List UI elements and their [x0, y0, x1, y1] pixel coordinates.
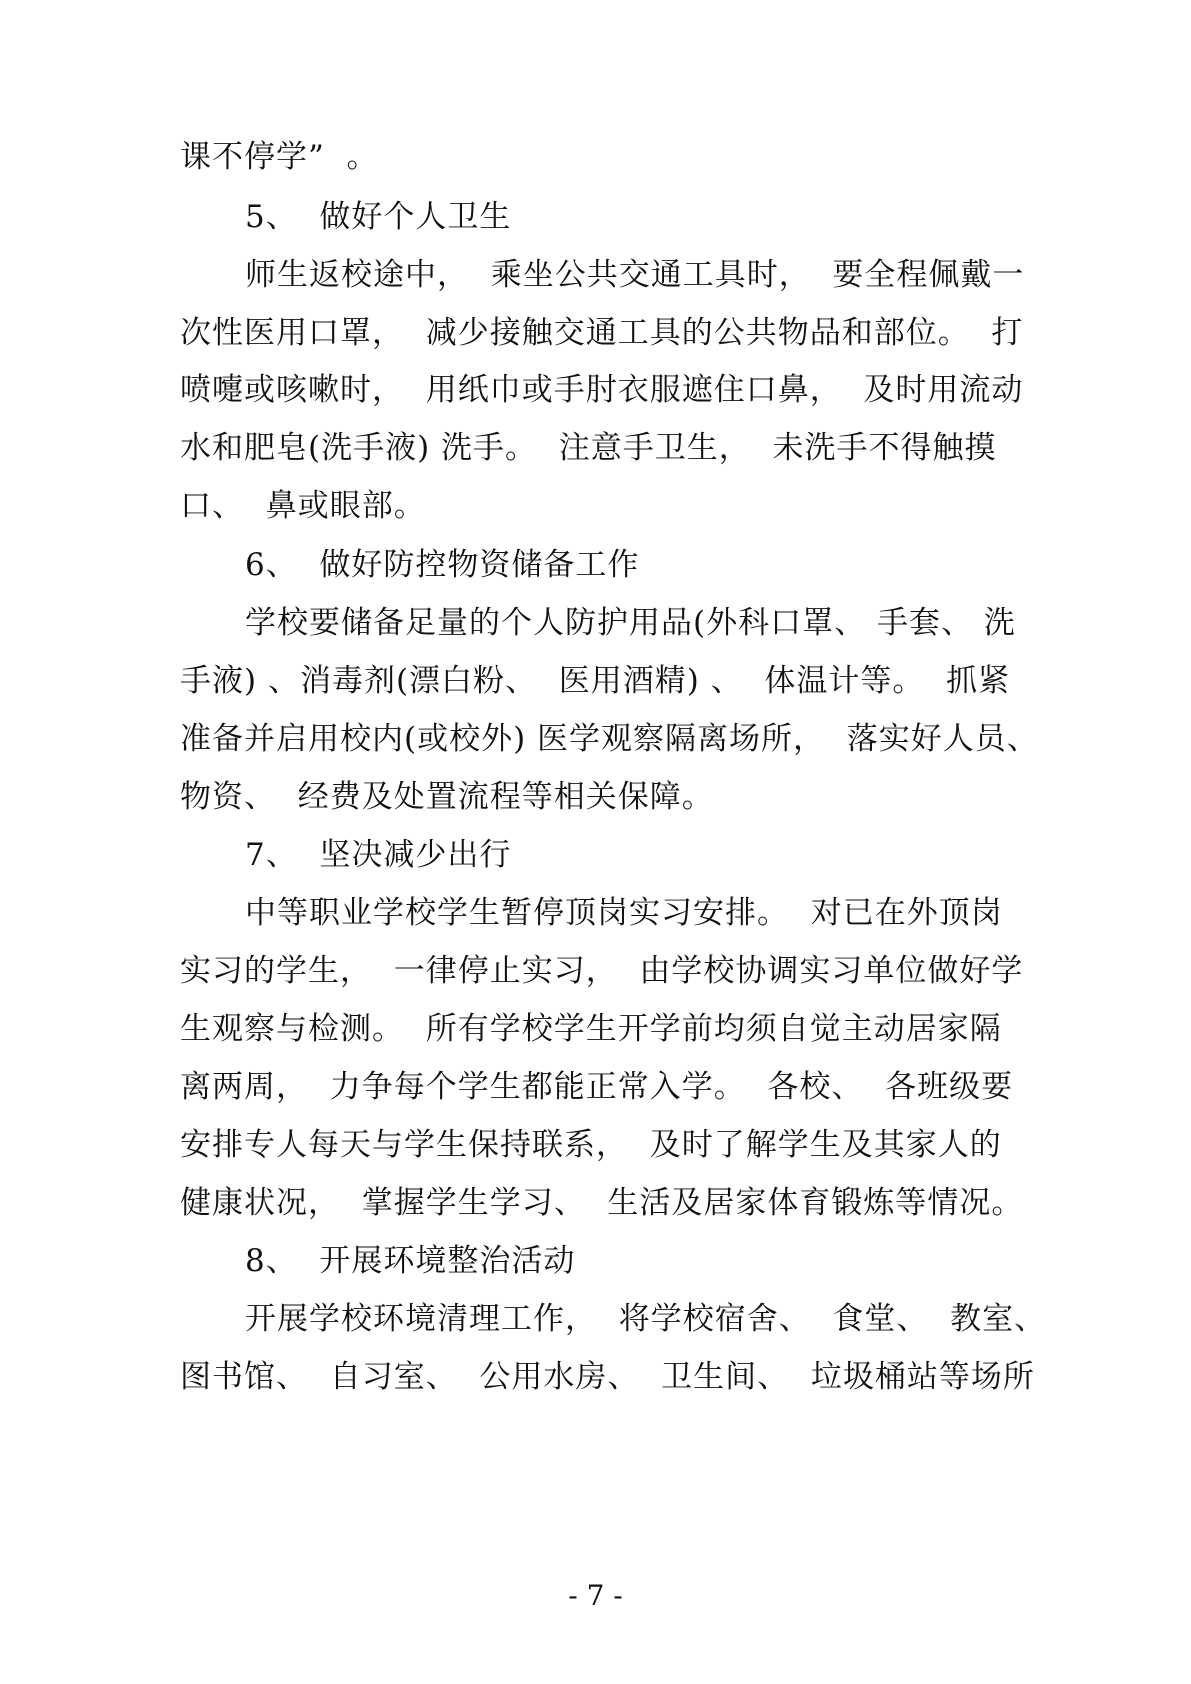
page-number: - 7 - — [568, 1579, 623, 1612]
body-line: 准备并启用校内(或校外) 医学观察隔离场所， 落实好人员、 — [180, 721, 1039, 757]
paragraph-first-line: 开展学校环境清理工作， 将学校宿舍、 食堂、 教室、 — [245, 1301, 1047, 1337]
body-line: 实习的学生， 一律停止实习， 由学校协调实习单位做好学 — [180, 953, 1024, 989]
body-line: 生观察与检测。 所有学校学生开学前均须自觉主动居家隔 — [180, 1011, 1002, 1047]
paragraph-first-line: 学校要储备足量的个人防护用品(外科口罩、 手套、 洗 — [245, 605, 1016, 641]
body-line: 课不停学” 。 — [180, 139, 379, 175]
section-heading: 6、 做好防控物资储备工作 — [245, 547, 640, 583]
section-heading: 7、 坚决减少出行 — [245, 837, 512, 873]
section-heading: 5、 做好个人卫生 — [245, 199, 512, 235]
body-line: 手液) 、消毒剂(漂白粉、 医用酒精) 、 体温计等。 抓紧 — [180, 663, 1011, 699]
body-line: 安排专人每天与学生保持联系， 及时了解学生及其家人的 — [180, 1127, 1002, 1163]
body-line: 水和肥皂(洗手液) 洗手。 注意手卫生， 未洗手不得触摸 — [180, 430, 997, 466]
body-line: 口、 鼻或眼部。 — [180, 488, 426, 524]
section-heading: 8、 开展环境整治活动 — [245, 1243, 576, 1279]
paragraph-first-line: 中等职业学校学生暂停顶岗实习安排。 对已在外顶岗 — [245, 895, 1003, 931]
body-line: 物资、 经费及处置流程等相关保障。 — [180, 779, 714, 815]
body-line: 次性医用口罩， 减少接触交通工具的公共物品和部位。 打 — [180, 315, 1024, 351]
paragraph-first-line: 师生返校途中， 乘坐公共交通工具时， 要全程佩戴一 — [245, 257, 1025, 293]
body-line: 健康状况， 掌握学生学习、 生活及居家体育锻炼等情况。 — [180, 1185, 1024, 1221]
body-line: 喷嚏或咳嗽时， 用纸巾或手肘衣服遮住口鼻， 及时用流动 — [180, 372, 1024, 408]
body-line: 图书馆、 自习室、 公用水房、 卫生间、 垃圾桶站等场所 — [180, 1359, 1035, 1395]
body-line: 离两周， 力争每个学生都能正常入学。 各校、 各班级要 — [180, 1069, 1014, 1105]
